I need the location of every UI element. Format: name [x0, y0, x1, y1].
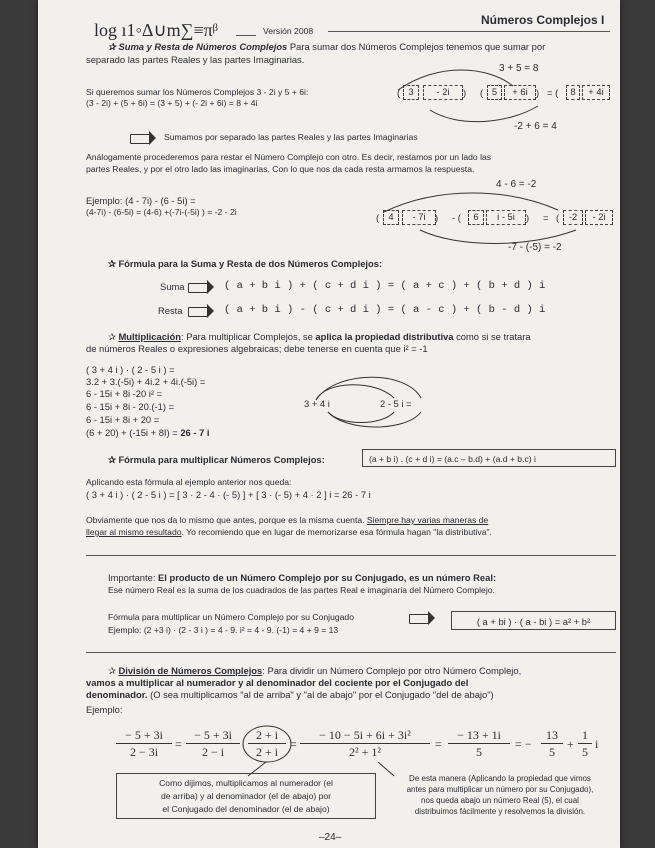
frac-3-num: 2 + i [255, 728, 279, 742]
resta-imag-2: i - 5i [486, 210, 526, 225]
page-title: Números Complejos I [481, 13, 605, 27]
page [38, 0, 620, 848]
resta-para-line2: partes Reales, y por el otro lado las imaginarias. Con lo que nos da cada resta armamos la respuesta. [86, 164, 475, 174]
resta-close-paren-1: ) [435, 212, 439, 223]
mult-step-3: 6 - 15i + 8i -20 i² = [86, 388, 163, 399]
obs-line2-b: . Yo recomiendo que en lugar de memorizarse esa fórmula hagan "la distributiva". [181, 527, 492, 537]
note-right-line4: distribuimos fácilmente y resolvemos la división. [414, 807, 586, 816]
arrow-icon [409, 614, 429, 624]
suma-intro-line2: separado las partes Reales y las partes Imaginarias. [86, 54, 305, 65]
mult-intro-b: como si se tratara [453, 331, 531, 342]
frac-7-num: 1 [582, 728, 588, 742]
frac-5 [448, 728, 510, 759]
frac-4 [300, 728, 430, 759]
arrow-icon [188, 307, 208, 317]
suma-open-paren-2: ( [480, 87, 484, 98]
resta-minus: - ( [452, 212, 461, 223]
resta-example-line2: (4-7i) - (6-5i) = (4-6) +(-7i-(-5i) ) = -2 - 2i [86, 207, 237, 217]
suma-close-paren-1: ) [463, 87, 467, 98]
division-note-left [116, 773, 376, 819]
frac-7 [578, 728, 592, 759]
mult-step-1: ( 3 + 4 i ) · ( 2 - 5 i ) = [86, 364, 175, 375]
resta-open-paren-1: ( [376, 212, 380, 223]
mult-step-4: 6 - 15i + 8i - 20.(-1) = [86, 401, 175, 412]
mult-star: ✰ [108, 331, 119, 342]
suma-result-eq: = ( [547, 87, 559, 98]
section-divider [86, 555, 616, 556]
suma-example-line2: (3 - 2i) + (5 + 6i) = (3 + 5) + (- 2i + 6i) = 8 + 4i [86, 98, 258, 108]
division-star: ✰ [108, 665, 119, 676]
obs-line1 [86, 515, 488, 525]
resta-real-1: 4 [383, 210, 399, 225]
page-number: –24– [319, 832, 342, 843]
suma-real-1: 3 [403, 85, 419, 100]
division-intro-line1 [108, 665, 521, 677]
suma-intro-rest: Para sumar dos Números Complejos tenemos que sumar por [287, 41, 546, 52]
resta-label: Resta [158, 305, 183, 316]
mult-heading: Multiplicación [118, 331, 181, 342]
frac-4-num: − 10 − 5i + 6i + 3i² [319, 728, 411, 742]
suma-open-paren-1: ( [397, 87, 401, 98]
top-diff: 4 - 6 = -2 [496, 179, 537, 190]
suma-example-line1: Si queremos sumar los Números Complejos 3 - 2i y 5 + 6i: [86, 87, 309, 97]
importante-line1 [108, 572, 496, 583]
importante-label: Importante: [108, 572, 159, 583]
suma-imag-result: + 4i [582, 85, 610, 100]
imag-unit: i [595, 737, 599, 751]
mult-step-2: 3.2 + 3.(-5i) + 4i.2 + 4i.(-5i) = [86, 376, 206, 387]
bottom-sum: -2 + 6 = 4 [514, 121, 557, 132]
plus-sign: + [567, 737, 574, 751]
note-left-line1: Como dijimos, multiplicamos al numerador (el [159, 778, 333, 788]
header-rule-left [236, 35, 256, 36]
eq-4: = − [515, 737, 532, 751]
note-left-line2: de arriba) y al denominador (el de abajo) por [160, 791, 332, 801]
suma-label: Suma [160, 281, 185, 292]
resta-para-line1: Análogamente procederemos para restar el Número Complejo con otro. Es decir, restamos por un lado las [86, 152, 492, 162]
resta-close-paren-2: ) [526, 212, 530, 223]
frac-6 [541, 728, 563, 759]
frac-1-den: 2 − 3i [129, 745, 159, 759]
note-right-line2: antes para multiplicar un número por su Conjugado), [406, 785, 594, 794]
eq-1: = [175, 737, 182, 751]
suma-close-paren-2: ) [536, 87, 540, 98]
resta-formula: ( a + b i ) - ( c + d i ) = ( a - c ) + ( b - d ) i [224, 304, 546, 316]
frac-2 [186, 728, 240, 759]
division-ejemplo-label: Ejemplo: [86, 704, 123, 715]
frac-1-num: − 5 + 3i [125, 728, 163, 742]
suma-real-result: 8 [566, 85, 580, 100]
bottom-diff: -7 - (-5) = -2 [508, 242, 562, 253]
resta-imag-result: - 2i [585, 210, 613, 225]
importante-line2: Ese número Real es la suma de los cuadrados de las partes Real e imaginaria del Número Complejo. [108, 585, 495, 595]
arrow-icon [188, 283, 208, 293]
obs-line1-a: Obviamente que nos da lo mismo que antes, porque es la misma cuenta. [86, 515, 367, 525]
frac-6-num: 13 [546, 728, 558, 742]
frac-1 [116, 728, 172, 759]
resta-example-line1: Ejemplo: (4 - 7i) - (6 - 5i) = [86, 195, 196, 206]
conjugado-formula-box: ( a + bi ) · ( a - bi ) = a² + b² [451, 611, 616, 630]
note-right-line1: De esta manera (Aplicando la propiedad que vimos [409, 774, 591, 783]
mult-intro-a: : Para multiplicar Complejos, se [180, 331, 316, 342]
mult-diagram-right: 2 - 5 i = [380, 398, 412, 409]
division-intro-a: : Para dividir un Número Complejo por otro Número Complejo, [262, 665, 522, 676]
header-rule-right [328, 31, 610, 32]
arrow-icon [130, 134, 150, 144]
eq-3: = [435, 737, 442, 751]
suma-real-2: 5 [487, 85, 502, 100]
section-divider [86, 652, 616, 653]
version-label: Versión 2008 [263, 26, 314, 36]
suma-formula: ( a + b i ) + ( c + d i ) = ( a + c ) + ( b + d ) i [224, 280, 546, 292]
mult-intro-line2: de números Reales o expresiones algebraicas; debe tenerse en cuenta que i² = -1 [86, 343, 428, 354]
eq-2: = [290, 737, 297, 751]
mult-result: 26 - 7 i [180, 427, 210, 438]
resta-eq: = [543, 212, 549, 223]
top-sum: 3 + 5 = 8 [499, 63, 539, 74]
frac-2-den: 2 − i [201, 745, 225, 759]
importante-bold: El producto de un Número Complejo por su Conjugado, es un número Real: [158, 572, 497, 583]
formula-apply-line2: ( 3 + 4 i ) · ( 2 - 5 i ) = [ 3 · 2 - 4 · (- 5) ] + [ 3 · (- 5) + 4 · 2 ] i = 26 - 7 i [86, 489, 371, 500]
suma-intro-line1 [108, 41, 545, 53]
conjugado-example: Ejemplo: (2 +3 i) · (2 - 3 i ) = 4 - 9. i² = 4 - 9. (-1) = 4 + 9 = 13 [108, 625, 339, 635]
frac-3-den: 2 + i [255, 745, 279, 759]
resta-open-paren-3: ( [556, 212, 560, 223]
formula-mult-box: (a + b i) . (c + d i) = (a.c – b.d) + (a.d + b.c) i [362, 449, 616, 467]
division-heading: División de Números Complejos [118, 665, 263, 676]
frac-2-num: − 5 + 3i [194, 728, 232, 742]
obs-line2 [86, 527, 492, 537]
frac-4-den: 2² + 1² [349, 745, 381, 759]
division-note-right [382, 773, 618, 817]
division-intro-b: (O sea multiplicamos "al de arriba" y "al de abajo" por el Conjugado "del de abajo") [147, 689, 494, 700]
mult-step-6-text: (6 + 20) + (-15i + 8I) = [86, 427, 181, 438]
formula-mult-heading: ✰ Fórmula para multiplicar Números Complejos: [108, 454, 325, 465]
conjugado-formula-label: Fórmula para multiplicar un Número Complejo por su Conjugado [108, 612, 354, 622]
formula-apply-line1: Aplicando esta fórmula al ejemplo anterior nos queda: [86, 477, 292, 487]
formula-suma-heading: ✰ Fórmula para la Suma y Resta de dos Números Complejos: [108, 258, 383, 269]
suma-heading: ✰ Suma y Resta de Números Complejos [108, 41, 288, 52]
mult-intro-line1 [108, 331, 531, 343]
division-intro-line2: vamos a multiplicar al numerador y al denominador del cociente por el Conjugado del [86, 677, 469, 688]
obs-line1-u: Siempre hay varias maneras de [366, 515, 489, 525]
mult-diagram-left: 3 + 4 i [304, 398, 330, 409]
resta-real-2: 6 [468, 210, 484, 225]
resta-real-result: -2 [563, 210, 583, 225]
conjugate-circle [241, 724, 293, 764]
mult-intro-bold: aplica la propiedad distributiva [315, 331, 454, 342]
division-intro-bold-2: denominador. [86, 689, 148, 700]
suma-imag-1: - 2i [423, 85, 463, 100]
obs-line2-u: llegar al mismo resultado [86, 527, 182, 537]
note-right-line3: nos queda abajo un número Real (5), el cual [421, 796, 579, 805]
mult-step-5: 6 - 15i + 8i + 20 = [86, 414, 160, 425]
note-left-line3: el Conjugado del denominador (el de abajo) [162, 804, 330, 814]
frac-7-den: 5 [582, 745, 588, 759]
resta-imag-1: - 7i [402, 210, 436, 225]
logo: log ı1◦Δ∪m∑≡πᵝ [94, 20, 218, 40]
frac-5-num: − 13 + 1i [457, 728, 501, 742]
suma-note: Sumamos por separado las partes Reales y las partes Imaginarias [164, 132, 418, 142]
mult-step-6 [86, 427, 210, 438]
suma-imag-2: + 6i [504, 85, 536, 100]
division-intro-line3 [86, 689, 494, 700]
frac-6-den: 5 [549, 745, 555, 759]
frac-5-den: 5 [476, 745, 482, 759]
